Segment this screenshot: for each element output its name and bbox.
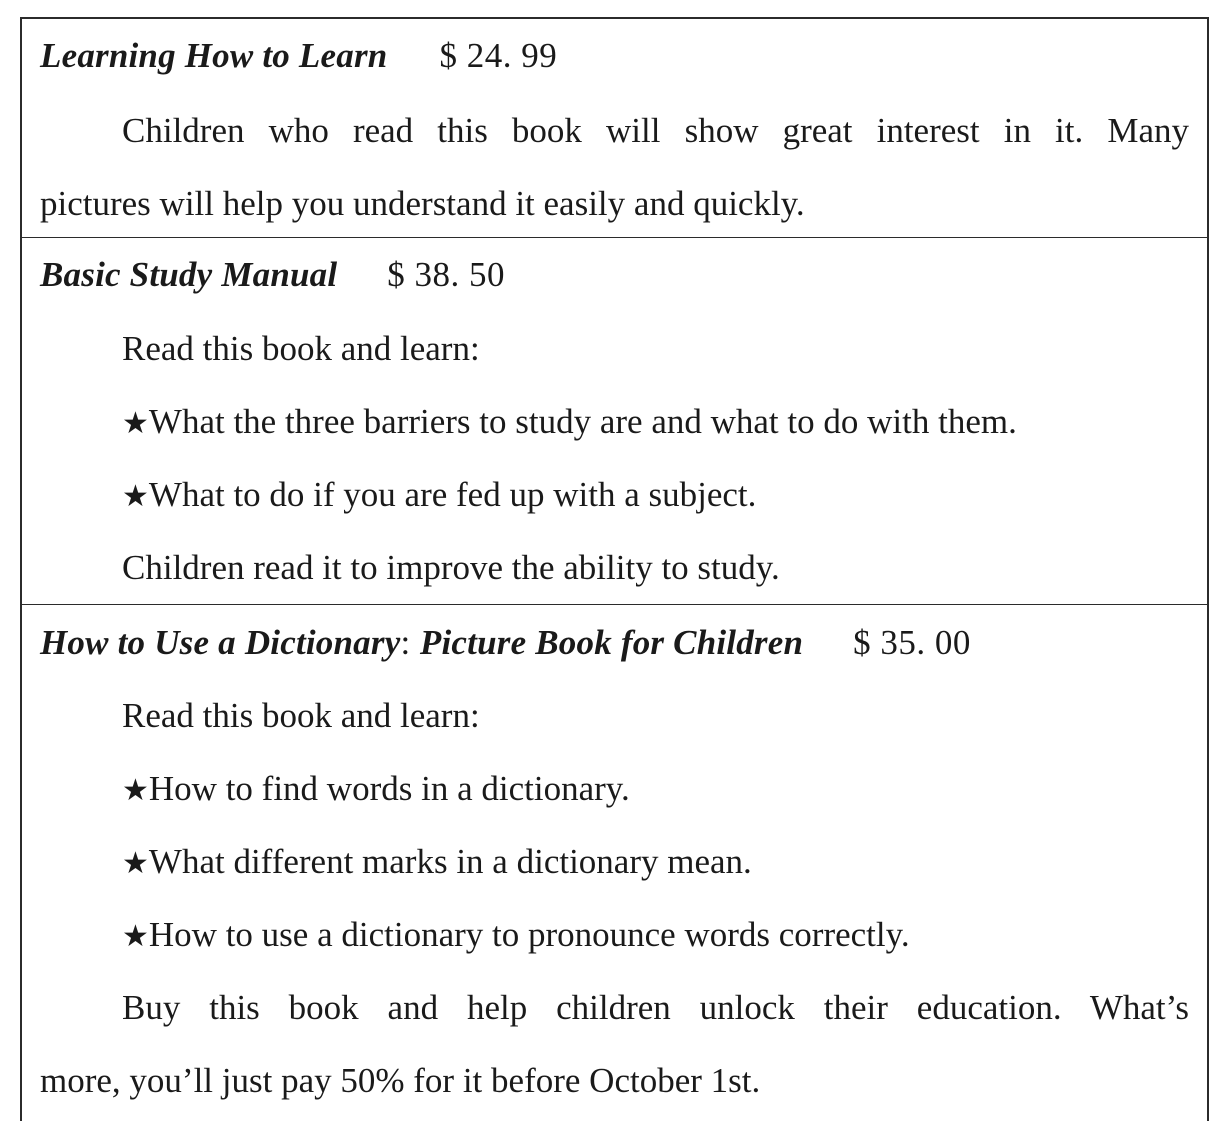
book-closing: Children read it to improve the ability to study. <box>122 548 780 587</box>
book-price: $ 38. 50 <box>387 255 506 294</box>
book-closing-line: more, you’ll just pay 50% for it before October 1st. <box>40 1061 761 1100</box>
book-entry-basic-study-manual <box>22 238 1207 605</box>
book-entry-how-to-use-a-dictionary <box>22 605 1207 1123</box>
bullet-item <box>22 769 1207 811</box>
book-title: How to Use a Dictionary <box>40 623 401 662</box>
book-title: Basic Study Manual <box>40 255 338 294</box>
bullet-text: What the three barriers to study are and what to do with them. <box>148 402 1017 441</box>
bullet-text: How to use a dictionary to pronounce words correctly. <box>148 915 910 954</box>
book-description-line: pictures will help you understand it easily and quickly. <box>40 184 805 223</box>
book-price: $ 35. 00 <box>853 623 971 662</box>
bullet-item <box>22 915 1207 957</box>
book-title: Learning How to Learn <box>40 36 388 75</box>
book-list-table <box>20 17 1209 1121</box>
book-heading <box>22 255 1207 295</box>
bullet-item <box>22 475 1207 517</box>
book-heading <box>22 623 1207 663</box>
black-star-icon: ★ <box>122 406 149 441</box>
black-star-icon: ★ <box>122 479 149 514</box>
book-intro: Read this book and learn: <box>122 696 480 735</box>
bullet-text: How to find words in a dictionary. <box>148 769 630 808</box>
book-entry-learning-how-to-learn <box>22 19 1207 238</box>
bullet-text: What different marks in a dictionary mean. <box>148 842 752 881</box>
bullet-item <box>22 842 1207 884</box>
black-star-icon: ★ <box>122 919 149 954</box>
book-closing-line: Buy this book and help children unlock their education. What’s <box>122 988 1189 1027</box>
book-intro: Read this book and learn: <box>122 329 480 368</box>
bullet-text: What to do if you are fed up with a subject. <box>148 475 757 514</box>
book-price: $ 24. 99 <box>439 36 558 75</box>
black-star-icon: ★ <box>122 773 149 808</box>
book-heading <box>22 36 1207 76</box>
book-subtitle: Picture Book for Children <box>419 623 804 662</box>
bullet-item <box>22 402 1207 444</box>
black-star-icon: ★ <box>122 846 149 881</box>
title-separator: : <box>400 623 420 662</box>
book-description-line: Children who read this book will show great interest in it. Many <box>122 111 1189 150</box>
